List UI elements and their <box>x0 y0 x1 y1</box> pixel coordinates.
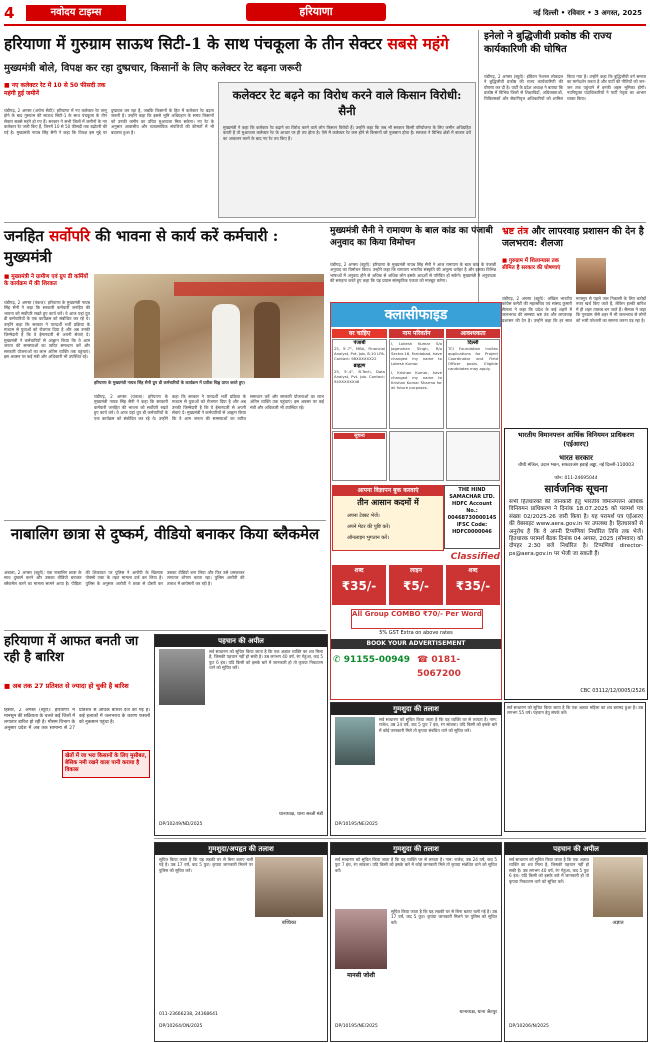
gst-note: 5% GST Extra on above rates <box>379 630 453 636</box>
notice-ref: DP/10195/NE/2025 <box>335 822 378 827</box>
rate-card: शब्द ₹35/- <box>332 565 386 605</box>
baarish-story <box>4 634 150 1040</box>
promo-sub: तीन आसान कदमों में <box>357 498 419 507</box>
notice-pehchan <box>154 634 328 836</box>
page-number: 4 <box>4 4 15 22</box>
notice-pehchan-2 <box>504 842 648 1042</box>
notice-photo <box>159 649 205 705</box>
row-divider <box>4 630 326 631</box>
aera-ref: CBC 03112/12/0005/2526 <box>580 688 645 694</box>
whatsapp-number: ✆ 91155-00949 <box>333 655 411 665</box>
notice-bottom-right-text: सर्व साधारण को सूचित किया जाता है कि एक अज्ञात महिला का शव बरामद हुआ है। उम्र लगभग 55 वर्ष। पहचान हेतु संपर्क करें। <box>504 702 646 832</box>
notice-phone: 011-23666238, 24368641 <box>159 1012 218 1017</box>
collector-box-heading: कलेक्टर रेट बढ़ने का विरोध करने वाले किसान विरोधी: सैनी <box>232 88 462 118</box>
person-silhouette <box>212 304 240 378</box>
notice-gumshuda-apahrit <box>154 842 328 1042</box>
aera-body: सभी हितधारकों की जानकारी हेतु भारतीय विमानपत्तन आर्थिक विनियमन प्राधिकरण ने दिनांक 18.07.2025 को परामर्श पत्र संख्या 02/2025-26 जारी किया है। यह परामर्श पत्र एईआरए की वेबसाइट www.aera.gov.in पर उपलब्ध है। हितधारकों से अनुरोध है कि वे अपनी टिप्पणियां निर्धारित तिथि तक भेजें। हितधारक परामर्श बैठक दिनांक 04 अगस्त, 2025 (सोमवार) को दोपहर 2:30 बजे निर्धारित है। टिप्पणियां director-ps@aera.gov.in पर भेजी जा सकती हैं। <box>509 499 643 557</box>
col-head-var: वर चाहिए <box>332 329 387 338</box>
rate-card: लाइन ₹5/- <box>389 565 443 605</box>
dateline: नई दिल्ली • रविवार • 3 अगस्त, 2025 <box>533 9 642 17</box>
lead-bullet: ■ नए कलेक्टर रेट में 10 से 50 फीसदी तक महंगी हुई जमीनें <box>4 82 106 97</box>
nabalig-body: अंबाला, 2 अगस्त (ब्यूरो): एक नाबालिग छात्रा के साथ दुष्कर्म करने और उसका वीडियो बनाकर ब्लैकमेल करने का मामला सामने आया है। पीड़िता की शिकायत पर पुलिस ने आरोपी के खिलाफ पोक्सो एक्ट के तहत मामला दर्ज कर लिया है। पुलिस के अनुसार आरोपी ने छात्रा से दोस्ती कर उसका वीडियो बना लिया और फिर उसे धमकाकर लगातार शोषण करता रहा। पुलिस आरोपी की तलाश में छापेमारी कर रही है। <box>4 570 245 586</box>
notice-ref: DP/10195/NE/2025 <box>335 1024 378 1029</box>
col-head-need: आवश्यकता <box>446 329 500 338</box>
notice-body: सूचित किया जाता है कि यह लड़की घर से बिना बताए चली गई है। उम्र 17 वर्ष, कद 5 फुट। कृपया जानकारी मिलने पर पुलिस को सूचित करें। <box>159 857 253 873</box>
notice-title: गुमशुदा की तलाश <box>331 703 501 715</box>
baarish-headline: हरियाणा में आफत बनती जा रही है बारिश <box>4 634 139 665</box>
baarish-body: हिसार, 2 अगस्त (ब्यूरो): हरियाणा में मानसून की सक्रियता के चलते कई जिलों में लगातार बारिश हो रही है। मौसम विभाग के अनुसार प्रदेश में अब तक सामान्य से 27 प्रतिशत से अधिक बारिश दर्ज की गई है। कई इलाकों में जलभराव के कारण फसलों को नुकसान पहुंचा है। <box>4 708 150 731</box>
notice-label: अज्ञात <box>612 920 624 926</box>
paper-name-logo: नवोदय टाइम्स <box>26 5 126 21</box>
classifieds <box>330 302 502 700</box>
notice-body: सूचित किया जाता है कि यह लड़की घर से बिना बताए चली गई है। उम्र 17 वर्ष, कद 5 फुट। कृपया जानकारी मिलने पर पुलिस को सूचित करें। <box>391 909 497 925</box>
promo-step: अपने मेटर की पुष्टि करें। <box>347 524 391 530</box>
promo-heading: आपना विज्ञापन बुक करवाएं <box>333 486 443 496</box>
notice-body: सर्व साधारण को सूचित किया जाता है कि एक अज्ञात व्यक्ति का शव मिला है, जिसकी पहचान नहीं हो सकी है। उम्र लगभग 40 वर्ष, रंग गेहुंआ, कद 5 फुट 6 इंच। यदि किसी को इसके बारे में जानकारी हो तो कृपया निकटतम थाने को सूचित करें। <box>509 857 589 884</box>
aera-address: चौथी मंजिल, उदान भवन, सफदरजंग हवाई अड्डा, नई दिल्ली-110003 <box>518 463 634 468</box>
inelo-story <box>484 30 646 220</box>
notice-photo <box>335 717 375 765</box>
notice-title: गुमशुदा/अपहृत की तलाश <box>155 843 327 855</box>
aera-notice-title: सार्वजनिक सूचना <box>544 484 608 495</box>
notice-station: थानाध्यक्ष, थाना जैतपुर <box>459 1010 497 1015</box>
notice-title: गुमशुदा की तलाश <box>331 843 501 855</box>
baarish-inset: खेतों में जा भरा किसानों के लिए मुसीबत, बेसिक नमी रखने वाला पानी कराया है विकास <box>62 750 150 778</box>
masthead-rule <box>4 24 646 26</box>
notice-photo <box>335 909 387 969</box>
classifieds-title: क्लासीफाइड <box>331 303 501 327</box>
janhit-caption: हरियाणा के मुख्यमंत्री नायब सिंह सैनी ग्रुप डी कर्मचारियों के कार्यक्रम में प्रतीक चिह्न प्राप्त करते हुए। <box>94 380 246 385</box>
shailja-photo <box>576 258 606 294</box>
lead-subhead: मुख्यमंत्री बोले, विपक्ष कर रहा दुष्प्रचार, किसानों के लिए कलेक्टर रेट बढ़ना जरूरी <box>4 63 302 74</box>
promo-step: ऑनलाइन भुगतान करें। <box>347 535 390 541</box>
notice-ref: DP/10206/N/2025 <box>509 1024 549 1029</box>
promo-box <box>332 485 444 551</box>
ad-cell: दिल्ली TCI Foundation invites applications for Project Coordinator and Field Officer posts. Eligible candidates may apply. <box>446 339 500 429</box>
ad-cell <box>389 431 444 481</box>
bhrasht-headline: भ्रष्ट तंत्र और लापरवाह प्रशासन की देन है जलभराव: शैलजा <box>502 226 644 249</box>
row-divider <box>4 520 326 521</box>
bhrasht-body: चंडीगढ़, 2 अगस्त (ब्यूरो): अखिल भारतीय कांग्रेस कमेटी की महासचिव एवं सांसद कुमारी सैलजा ने कहा कि प्रदेश के कई शहरों में जलभराव की समस्या भ्रष्ट तंत्र और लापरवाह प्रशासन की देन है। उन्होंने कहा कि हर साल मानसून से पहले जल निकासी के लिए करोड़ों रुपए खर्च किए जाते हैं, लेकिन हल्की बारिश में ही शहर तालाब बन जाते हैं। सैलजा ने कहा कि गुरुग्राम जैसे शहर में भी जलभराव से लोगों को भारी परेशानी का सामना करना पड़ रहा है। <box>502 296 646 323</box>
aera-phone: फोन: 011-24695044 <box>554 476 598 481</box>
collector-box-body: मुख्यमंत्री ने कहा कि कलेक्टर रेट बढ़ाने का विरोध करने वाले लोग किसान विरोधी हैं। उन्होंने कहा कि जब भी सरकार किसी परियोजना के लिए जमीन अधिग्रहित करती है तो मुआवजा कलेक्टर रेट के आधार पर ही तय होता है। ऐसे में कलेक्टर रेट कम होने से किसानों को नुकसान होता है। सरकार ने विभिन्न क्षेत्रों में बाजार दरों का आकलन करने के बाद नए रेट तय किए हैं। <box>223 125 471 141</box>
janhit-body-right: चंडीगढ़, 2 अगस्त (पंकज): हरियाणा के मुख्यमंत्री नायब सिंह सैनी ने कहा कि सरकारी कर्मचारी जनहित की भावना को सर्वोपरि रखते हुए कार्य करें। वे आज यहां ग्रुप डी कर्मचारियों के एक कार्यक्रम को संबोधित कर रहे थे। उन्होंने कहा कि सरकार ने पारदर्शी भर्ती प्रक्रिया के माध्यम से युवाओं को रोजगार दिया है और अब उनकी जिम्मेदारी है कि वे ईमानदारी से अपनी सेवाएं दें। मुख्यमंत्री ने कर्मचारियों से आह्वान किया कि वे आम जनता की समस्याओं का त्वरित समाधान करें और सरकारी योजनाओं का लाभ अंतिम व्यक्ति तक पहुंचाएं। इस अवसर पर कई मंत्री और अधिकारी भी उपस्थित रहे। <box>94 394 324 421</box>
person-silhouette <box>134 300 160 378</box>
inelo-headline: इनेलो ने बुद्धिजीवी प्रकोष्ठ की राज्य कार्यकारिणी की घोषित <box>484 31 612 55</box>
row-divider <box>4 222 646 223</box>
nabalig-headline: नाबालिग छात्रा से दुष्कर्म, वीडियो बनाकर किया ब्लैकमेल <box>10 525 320 543</box>
janhit-bullet: ■ मुख्यमंत्री ने ग्रामीण एवं ग्रुप डी कर्मियों के कार्यक्रम में की शिरकत <box>4 274 88 287</box>
notice-photo <box>593 857 643 917</box>
janhit-headline: जनहित सर्वोपरि की भावना से कार्य करें कर्मचारी : मुख्यमंत्री <box>4 227 279 266</box>
ad-cell: पंजाबी 25, 5'-7", MBA, Financial Analyst, Pvt. Job, 8-10 LPA. Contact: 98XXXXXX22 ब्राह्मण 25, 5'-4", B.Tech, Data Analyst, Pvt. Job. Contact: 94XXXXXX46 <box>332 339 387 429</box>
ad-cell <box>446 431 500 481</box>
collector-box <box>218 82 476 218</box>
notice-title: पहचान की अपील <box>505 843 647 855</box>
janhit-story <box>4 226 324 516</box>
inelo-body: चंडीगढ़, 2 अगस्त (ब्यूरो): इंडियन नेशनल लोकदल ने बुद्धिजीवी प्रकोष्ठ की राज्य कार्यकारिणी की घोषणा कर दी है। पार्टी के प्रदेश अध्यक्ष ने बताया कि प्रकोष्ठ में विभिन्न जिलों से शिक्षाविदों, अधिवक्ताओं, चिकित्सकों और सेवानिवृत्त अधिकारियों को शामिल किया गया है। उन्होंने कहा कि बुद्धिजीवी वर्ग समाज का मार्गदर्शन करता है और पार्टी की नीतियों को जन-जन तक पहुंचाने में इनकी अहम भूमिका होगी। नवनियुक्त पदाधिकारियों ने पार्टी नेतृत्व का आभार व्यक्त किया। <box>484 74 646 101</box>
row-divider <box>154 838 646 839</box>
ad-cell: I, Lokesh Kumar S/o Jagmohan Singh, R/o Sector-16, Faridabad, have changed my name to Lokesh Kumar. I, Krishan Kumar, have changed my name to Krishan Kumar Sharma for all future purposes. <box>389 339 444 429</box>
janhit-photo <box>94 274 324 378</box>
notice-gumshuda-2 <box>330 842 502 1042</box>
notice-ref: DP/10249/ND/2025 <box>159 822 203 827</box>
notice-photo <box>255 857 323 917</box>
combo-offer: All Group COMBO ₹70/- Per Word <box>351 609 483 629</box>
janhit-body-left: चंडीगढ़, 2 अगस्त (पंकज): हरियाणा के मुख्यमंत्री नायब सिंह सैनी ने कहा कि सरकारी कर्मचारी जनहित की भावना को सर्वोपरि रखते हुए कार्य करें। वे आज यहां ग्रुप डी कर्मचारियों के एक कार्यक्रम को संबोधित कर रहे थे। उन्होंने कहा कि सरकार ने पारदर्शी भर्ती प्रक्रिया के माध्यम से युवाओं को रोजगार दिया है और अब उनकी जिम्मेदारी है कि वे ईमानदारी से अपनी सेवाएं दें। मुख्यमंत्री ने कर्मचारियों से आह्वान किया कि वे आम जनता की समस्याओं का त्वरित समाधान करें और सरकारी योजनाओं का लाभ अंतिम व्यक्ति तक पहुंचाएं। इस अवसर पर कई मंत्री और अधिकारी भी उपस्थित रहे। <box>4 300 90 360</box>
aera-notice <box>504 428 648 700</box>
phone-number: ☎ 0181-5067200 <box>417 655 461 679</box>
aera-gov: भारत सरकार <box>559 454 593 462</box>
book-label: BOOK YOUR ADVERTISEMENT <box>331 639 501 649</box>
aera-title: भारतीय विमानपत्तन आर्थिक विनियमन प्राधिकरण (एईआरए) <box>517 431 635 448</box>
photo-banner <box>174 282 324 296</box>
notice-body: सर्व साधारण को सूचित किया जाता है कि एक अज्ञात व्यक्ति का शव मिला है, जिसकी पहचान नहीं हो सकी है। उम्र लगभग 40 वर्ष, रंग गेहुंआ, कद 5 फुट 6 इंच। यदि किसी को इसके बारे में जानकारी हो तो कृपया निकटतम थाने को सूचित करें। <box>209 649 323 671</box>
rate-card: शब्द ₹35/- <box>446 565 500 605</box>
notice-label: बच्चिका <box>281 920 297 926</box>
ramayan-body: चंडीगढ़, 2 अगस्त (ब्यूरो): हरियाणा के मुख्यमंत्री नायब सिंह सैनी ने आज रामायण के बाल कांड के पंजाबी अनुवाद का विमोचन किया। उन्होंने कहा कि रामायण भारतीय संस्कृति की अमूल्य धरोहर है और इसका विभिन्न भाषाओं में अनुवाद होने से अधिक से अधिक लोग इसके आदर्शों से परिचित हो सकेंगे। मुख्यमंत्री ने अनुवादक की सराहना करते हुए कहा कि यह प्रयास सांस्कृतिक एकता को मजबूत करेगा। <box>330 262 496 284</box>
ad-cell: सूचना <box>332 431 387 481</box>
masthead <box>0 0 650 26</box>
classified-tag: Classified <box>450 552 500 562</box>
notice-ref: DP/10264/ON/2025 <box>159 1024 203 1029</box>
notice-title: पहचान की अपील <box>155 635 327 647</box>
bhrasht-bullet: ■ गुरुग्राम में शिलान्यास तक सीमित है सरकार की घोषणाएं <box>502 258 561 271</box>
notice-name: मानसी जोशी <box>347 972 375 979</box>
notice-gumshuda <box>330 702 502 836</box>
promo-step: अपना टेक्स्ट भेजें। <box>347 513 380 519</box>
ramayan-headline: मुख्यमंत्री सैनी ने रामायण के बाल कांड का पंजाबी अनुवाद का किया विमोचन <box>330 226 493 248</box>
lead-headline: हरियाणा में गुरुग्राम साऊथ सिटी-1 के साथ पंचकूला के तीन सेक्टर सबसे महंगे <box>4 34 449 53</box>
nabalig-story <box>4 524 326 628</box>
person-silhouette <box>254 302 280 378</box>
notice-station: थानाध्यक्ष, थाना सब्जी मंडी <box>278 812 323 817</box>
col-head-name: नाम परिवर्तन <box>389 329 444 338</box>
notice-body: सर्व साधारण को सूचित किया जाता है कि यह व्यक्ति घर से लापता है। नाम: राजेश, उम्र 24 वर्ष, कद 5 फुट 7 इंच, रंग सांवला। यदि किसी को इसके बारे में कोई जानकारी मिले तो कृपया संबंधित थाने को सूचित करें। <box>335 857 497 873</box>
lead-story <box>4 30 474 220</box>
section-tab: हरियाणा <box>246 3 386 21</box>
baarish-bullet: ■ अब तक 27 प्रतिशत से ज्यादा हो चुकी है बारिश <box>4 682 129 690</box>
bank-details: THE HIND SAMACHAR LTD. HDFC Account No.: 00468730000145 IFSC Code: HDFC0000046 <box>444 485 500 549</box>
lead-body: चंडीगढ़, 2 अगस्त (अर्चना सेठी): हरियाणा में नए कलेक्टर रेट लागू होने के बाद गुरुग्राम की साऊथ सिटी-1 के साथ पंचकूला के तीन सेक्टर सबसे महंगे हो गए हैं। सरकार ने सभी जिलों में जमीनों के नए कलेक्टर रेट जारी किए हैं, जिनमें 10 से 50 फीसदी तक बढ़ोतरी की गई है। मुख्यमंत्री नायब सिंह सैनी ने कहा कि विपक्ष इस मुद्दे पर दुष्प्रचार कर रहा है, जबकि किसानों के हित में कलेक्टर रेट बढ़ना जरूरी है। उन्होंने कहा कि इससे भूमि अधिग्रहण के समय किसानों को उनकी जमीन का उचित मुआवजा मिल सकेगा। नए रेट के अनुसार आवासीय और व्यावसायिक संपत्तियों की कीमतों में भी बदलाव हुआ है। <box>4 108 214 135</box>
ramayan-story <box>330 226 496 300</box>
bhrasht-story <box>502 226 646 422</box>
notice-body: सर्व साधारण को सूचित किया जाता है कि यह व्यक्ति घर से लापता है। नाम: राजेश, उम्र 24 वर्ष, कद 5 फुट 7 इंच, रंग सांवला। यदि किसी को इसके बारे में कोई जानकारी मिले तो कृपया संबंधित थाने को सूचित करें। <box>379 717 497 733</box>
